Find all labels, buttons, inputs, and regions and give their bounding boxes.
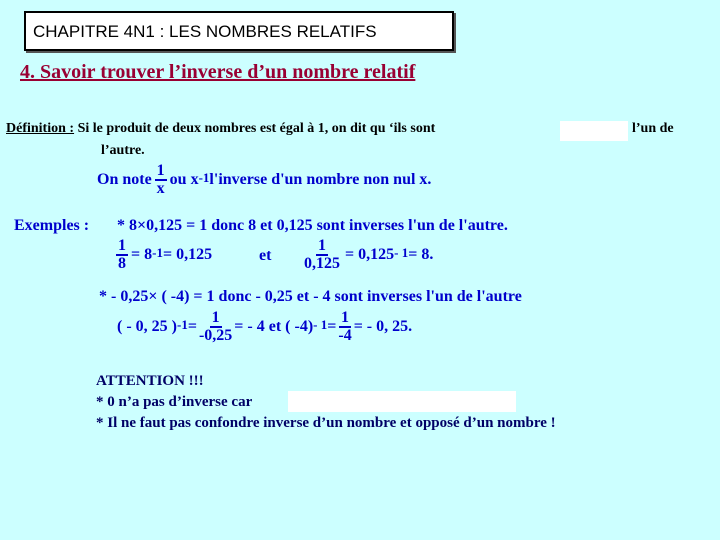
example-1-fraction: [116, 238, 128, 272]
section-heading: 4. Savoir trouver l’inverse d’un nombre relatif: [20, 61, 416, 83]
hidden-answer-mask: [560, 121, 628, 141]
chapter-title: CHAPITRE 4N1 : LES NOMBRES RELATIFS: [33, 22, 377, 41]
example-3-end: = - 0, 25.: [353, 318, 413, 335]
example-2-line: * - 0,25× ( -4) = 1 donc - 0,25 et - 4 sont inverses l'un de l'autre: [99, 288, 522, 305]
chapter-title-box: [24, 11, 454, 51]
definition-after: l’un de: [632, 121, 674, 136]
example-2-fraction-line: [302, 238, 433, 272]
example-1-exp: -1: [152, 245, 163, 260]
example-1-eq: = 8: [131, 246, 153, 263]
notation-frac-den: x: [156, 180, 165, 197]
example-1-line: * 8×0,125 = 1 donc 8 et 0,125 sont inverses l'un de l'autre.: [117, 217, 508, 234]
notation-middle: ou x: [169, 171, 199, 188]
example-3-fraction: [197, 310, 234, 344]
example-1-fraction-line: [116, 238, 212, 272]
examples-label: Exemples :: [14, 217, 90, 234]
example-3-eq-2: =: [327, 318, 337, 335]
notation-exp: -1: [198, 170, 210, 185]
notation-line: [97, 163, 431, 197]
frac-den: 8: [118, 255, 126, 272]
frac-den: -4: [338, 327, 352, 344]
frac-den: -0,25: [198, 327, 233, 344]
definition-line-2: l’autre.: [101, 143, 145, 158]
notation-prefix: On note: [97, 171, 152, 188]
example-3-eq: =: [187, 318, 197, 335]
attention-line-1: * 0 n’a pas d’inverse car: [96, 394, 253, 410]
example-3-line: [117, 310, 412, 344]
frac-num: 1: [318, 237, 326, 254]
example-1-val: = 0,125: [162, 246, 213, 263]
notation-fraction: [155, 163, 167, 197]
notation-suffix: l'inverse d'un nombre non nul x.: [209, 171, 432, 188]
definition-text: Si le produit de deux nombres est égal à 1, on dit qu ‘ils sont: [74, 121, 436, 136]
example-2-exp: - 1: [394, 245, 409, 260]
notation-frac-num: 1: [156, 162, 165, 179]
definition-line-1: [6, 121, 435, 137]
frac-num: 1: [341, 309, 350, 326]
et-word: et: [259, 247, 272, 264]
example-3-exp: -1: [176, 317, 188, 332]
example-3-base: ( - 0, 25 ): [117, 318, 177, 335]
example-3-middle: = - 4 et ( -4): [234, 318, 314, 335]
example-3-exp-2: - 1: [313, 317, 328, 332]
definition-label: Définition :: [6, 121, 75, 136]
frac-num: 1: [118, 237, 126, 254]
frac-num: 1: [211, 309, 220, 326]
frac-den: 0,125: [304, 255, 340, 272]
example-2-val: = 8.: [408, 246, 434, 263]
hidden-reason-mask: [288, 391, 516, 412]
example-2-eq: = 0,125: [345, 246, 395, 263]
attention-line-2: * Il ne faut pas confondre inverse d’un nombre et opposé d’un nombre !: [96, 415, 556, 431]
example-2-fraction: [302, 238, 342, 272]
attention-heading: ATTENTION !!!: [96, 373, 204, 389]
example-4-fraction: [336, 310, 353, 344]
